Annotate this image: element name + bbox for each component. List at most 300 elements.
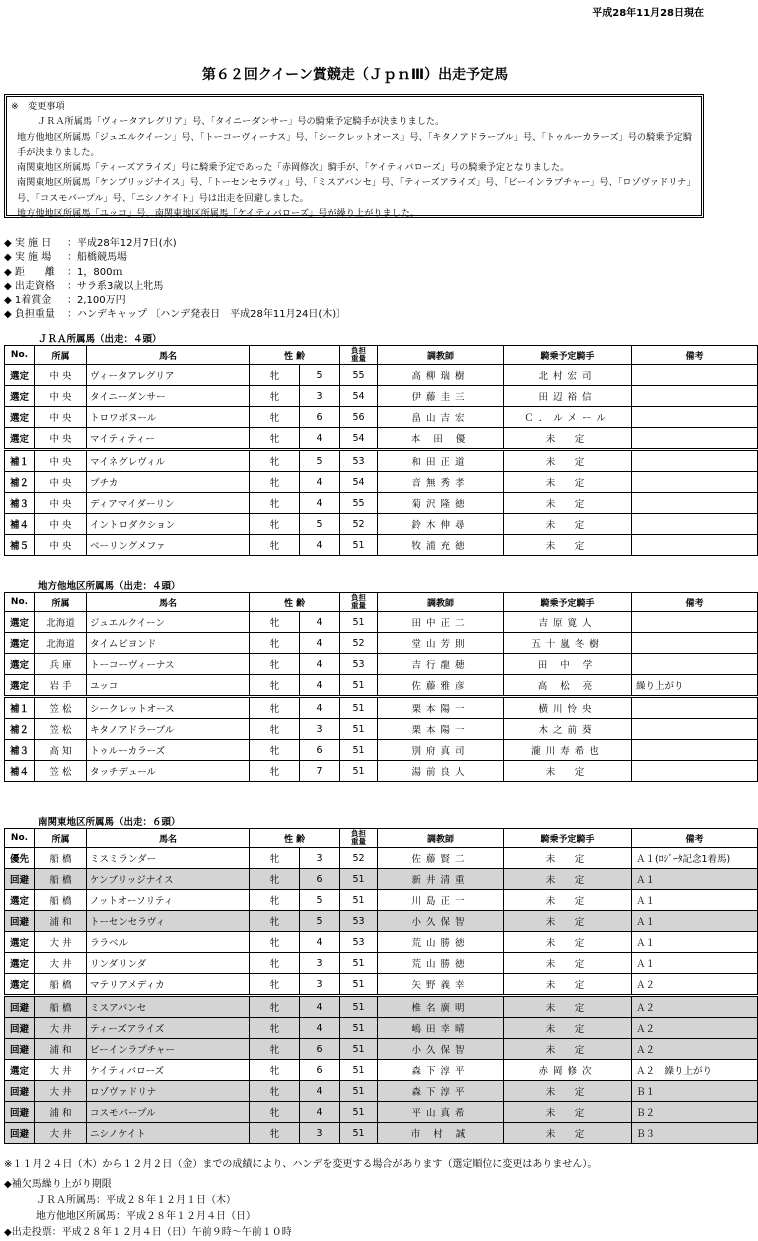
cell-weight: 51 [340,1123,378,1144]
entry-table-south-kanto [4,828,758,1144]
cell-jockey: 未 定 [504,890,632,911]
cell-no: 補５ [5,535,35,556]
cell-weight: 54 [340,472,378,493]
cell-weight: 54 [340,428,378,450]
cell-weight: 51 [340,1018,378,1039]
header-affiliation: 所属 [35,346,87,365]
cell-affiliation: 大 井 [35,1081,87,1102]
cell-remarks: Ａ１ [632,953,758,974]
table-row [5,1123,758,1144]
cell-affiliation: 北海道 [35,612,87,633]
change-line: 地方他地区所属馬「ジュエルクイーン」号、「トーコーヴィーナス」号、「シークレットオース」号、「キタノアドラーブル」号、「トゥルーカラーズ」号の騎乗予定騎手が決まりました。 [17,131,693,158]
cell-trainer: 本 田 優 [378,428,504,450]
cell-age: 6 [300,407,340,428]
cell-remarks [632,697,758,719]
cell-no: 選定 [5,675,35,697]
cell-sex: 牝 [250,890,300,911]
cell-no: 補２ [5,472,35,493]
table-row [5,472,758,493]
cell-age: 4 [300,1102,340,1123]
header-weight-line2: 重量 [351,601,367,610]
table-row [5,932,758,953]
table-row [5,365,758,386]
cell-horse-name: トーセンセラヴィ [87,911,250,932]
cell-no: 選定 [5,386,35,407]
cell-weight: 52 [340,848,378,869]
cell-affiliation: 高 知 [35,740,87,761]
cell-sex: 牝 [250,761,300,782]
changes-box [4,94,704,218]
cell-trainer: 高柳瑞樹 [378,365,504,386]
date-current: 平成28年11月28日現在 [592,8,704,19]
cell-trainer: 森下淳平 [378,1060,504,1081]
cell-weight: 52 [340,633,378,654]
cell-jockey: 未 定 [504,493,632,514]
cell-horse-name: タイムビヨンド [87,633,250,654]
cell-jockey: 未 定 [504,514,632,535]
cell-weight: 53 [340,911,378,932]
deadline-title: ◆補欠馬繰り上がり期限 [4,1179,112,1190]
header-no: No. [5,593,35,612]
table-row [5,450,758,472]
cell-no: 回避 [5,1039,35,1060]
cell-remarks: Ａ２ [632,1039,758,1060]
table-row [5,719,758,740]
cell-sex: 牝 [250,932,300,953]
cell-horse-name: タッチデュール [87,761,250,782]
table-row [5,386,758,407]
cell-remarks [632,633,758,654]
cell-trainer: 佐藤雅彦 [378,675,504,697]
entry-table-jra [4,345,758,556]
info-label: ◆ 出走資格 [4,280,55,292]
cell-horse-name: タイニーダンサー [87,386,250,407]
table-row [5,761,758,782]
cell-affiliation: 中 央 [35,493,87,514]
cell-no: 補１ [5,450,35,472]
cell-remarks: Ａ１ [632,869,758,890]
cell-age: 4 [300,633,340,654]
cell-trainer: 平山真希 [378,1102,504,1123]
cell-affiliation: 船 橋 [35,848,87,869]
cell-horse-name: ヴィータアレグリア [87,365,250,386]
entry-table-local [4,592,758,782]
header-trainer: 調教師 [378,829,504,848]
cell-trainer: 別府真司 [378,740,504,761]
cell-affiliation: 浦 和 [35,911,87,932]
cell-horse-name: マイネグレヴィル [87,450,250,472]
info-row [4,280,346,294]
table-row [5,869,758,890]
cell-age: 4 [300,675,340,697]
cell-affiliation: 中 央 [35,514,87,535]
cell-remarks: Ｂ３ [632,1123,758,1144]
table-row [5,407,758,428]
cell-no: 回避 [5,1081,35,1102]
cell-affiliation: 中 央 [35,386,87,407]
cell-horse-name: ノットオーソリティ [87,890,250,911]
cell-jockey: 横川怜央 [504,697,632,719]
change-line: 南関東地区所属馬「ケンブリッジナイス」号、「トーセンセラヴィ」号、「ミスアバンセ」号、「ティーズアライズ」号、「ビーインラプチャー」号、「ロゾヴァドリナ」号、「コスモパープル」号、「ニシノケイト」号は出走を回避しました。 [17,177,696,204]
header-weight-line1: 負担 [351,829,367,838]
cell-weight: 53 [340,450,378,472]
deadline-local: 地方他地区所属馬：平成２８年１２月４日（日） [36,1211,256,1222]
cell-remarks: Ａ１ [632,911,758,932]
header-remarks: 備考 [632,346,758,365]
cell-trainer: 佐藤賢二 [378,848,504,869]
header-weight-line2: 重量 [351,837,367,846]
cell-no: 回避 [5,1102,35,1123]
cell-no: 補２ [5,719,35,740]
header-no: No. [5,346,35,365]
cell-horse-name: ロゾヴァドリナ [87,1081,250,1102]
cell-jockey: 未 定 [504,869,632,890]
cell-age: 6 [300,740,340,761]
cell-sex: 牝 [250,450,300,472]
cell-jockey: 未 定 [504,932,632,953]
cell-remarks [632,535,758,556]
cell-age: 5 [300,911,340,932]
header-sex-age: 性 齢 [250,593,340,612]
cell-weight: 55 [340,365,378,386]
cell-sex: 牝 [250,740,300,761]
cell-remarks: Ａ１(ﾛｼﾞｰﾀ記念1着馬) [632,848,758,869]
cell-weight: 51 [340,974,378,996]
table-row [5,535,758,556]
cell-jockey: 未 定 [504,1081,632,1102]
cell-jockey: 未 定 [504,848,632,869]
cell-age: 6 [300,1039,340,1060]
cell-remarks: Ｂ２ [632,1102,758,1123]
cell-horse-name: コスモパープル [87,1102,250,1123]
header-affiliation: 所属 [35,593,87,612]
cell-jockey: 未 定 [504,911,632,932]
cell-horse-name: プチカ [87,472,250,493]
cell-remarks [632,407,758,428]
cell-affiliation: 中 央 [35,428,87,450]
cell-no: 選定 [5,1060,35,1081]
section-title-south-kanto: 南関東地区所属馬（出走：６頭） [38,817,181,828]
cell-trainer: 小久保智 [378,1039,504,1060]
cell-jockey: 未 定 [504,1102,632,1123]
cell-horse-name: ケイティバローズ [87,1060,250,1081]
cell-trainer: 伊藤圭三 [378,386,504,407]
cell-age: 5 [300,890,340,911]
info-label: ◆ 実 施 日 [4,238,52,249]
cell-sex: 牝 [250,514,300,535]
cell-affiliation: 大 井 [35,1018,87,1039]
cell-no: 補１ [5,697,35,719]
cell-remarks [632,365,758,386]
cell-jockey: 木之前葵 [504,719,632,740]
cell-remarks [632,514,758,535]
info-label: ◆ 1着賞金 [4,295,52,307]
cell-trainer: 椎名廣明 [378,996,504,1018]
cell-weight: 51 [340,869,378,890]
cell-weight: 51 [340,675,378,697]
header-horse-name: 馬名 [87,346,250,365]
table-row [5,493,758,514]
header-weight [340,346,378,365]
change-line: 南関東地区所属馬「ティーズアライズ」号に騎乗予定であった「赤岡修次」騎手が、「ケイティバローズ」号の騎乗予定となりました。 [17,162,570,174]
table-row [5,654,758,675]
header-weight-line1: 負担 [351,346,367,355]
cell-age: 4 [300,1018,340,1039]
cell-affiliation: 中 央 [35,407,87,428]
cell-remarks [632,493,758,514]
cell-remarks: Ｂ１ [632,1081,758,1102]
info-value: ：サラ系3歳以上牝馬 [67,280,164,292]
table-row [5,974,758,996]
cell-affiliation: 兵 庫 [35,654,87,675]
cell-affiliation: 笠 松 [35,761,87,782]
cell-remarks [632,740,758,761]
cell-age: 5 [300,450,340,472]
cell-remarks [632,761,758,782]
info-label: ◆ 負担重量 [4,309,55,321]
cell-horse-name: ベーリングメファ [87,535,250,556]
footer-note: ※１１月２４日（木）から１２月２日（金）までの成績により、ハンデを変更する場合があります（選定順位に変更はありません）。 [4,1159,598,1170]
cell-no: 回避 [5,869,35,890]
cell-affiliation: 船 橋 [35,869,87,890]
cell-weight: 51 [340,612,378,633]
cell-affiliation: 船 橋 [35,890,87,911]
table-row [5,514,758,535]
cell-jockey: 吉原寛人 [504,612,632,633]
cell-age: 3 [300,1123,340,1144]
cell-horse-name: ミスアバンセ [87,996,250,1018]
cell-weight: 51 [340,1081,378,1102]
header-horse-name: 馬名 [87,593,250,612]
cell-no: 優先 [5,848,35,869]
cell-horse-name: ニシノケイト [87,1123,250,1144]
cell-no: 補３ [5,493,35,514]
cell-jockey: 瀧川寿希也 [504,740,632,761]
cell-sex: 牝 [250,675,300,697]
cell-trainer: 荒山勝徳 [378,953,504,974]
cell-jockey: 田 中 学 [504,654,632,675]
cell-remarks [632,612,758,633]
header-jockey: 騎乗予定騎手 [504,346,632,365]
table-row [5,697,758,719]
cell-trainer: 荒山勝徳 [378,932,504,953]
table-row [5,996,758,1018]
cell-trainer: 鈴木伸尋 [378,514,504,535]
cell-trainer: 和田正道 [378,450,504,472]
header-trainer: 調教師 [378,593,504,612]
info-row [4,294,346,308]
header-jockey: 騎乗予定騎手 [504,829,632,848]
cell-remarks: Ａ２ 繰り上がり [632,1060,758,1081]
cell-remarks [632,428,758,450]
cell-weight: 51 [340,1060,378,1081]
cell-age: 3 [300,719,340,740]
cell-age: 3 [300,386,340,407]
cell-jockey: 未 定 [504,761,632,782]
cell-sex: 牝 [250,869,300,890]
cell-no: 選定 [5,890,35,911]
cell-age: 4 [300,996,340,1018]
cell-remarks [632,472,758,493]
deadline-jra: ＪＲＡ所属馬：平成２８年１２月１日（木） [36,1195,236,1206]
cell-sex: 牝 [250,1039,300,1060]
cell-remarks: Ａ２ [632,974,758,996]
header-remarks: 備考 [632,829,758,848]
cell-trainer: 新井清重 [378,869,504,890]
table-row [5,890,758,911]
cell-sex: 牝 [250,953,300,974]
cell-affiliation: 大 井 [35,1123,87,1144]
cell-horse-name: マテリアメディカ [87,974,250,996]
table-row [5,1039,758,1060]
header-weight-line2: 重量 [351,354,367,363]
cell-horse-name: トゥルーカラーズ [87,740,250,761]
cell-age: 4 [300,654,340,675]
cell-weight: 51 [340,719,378,740]
footer [4,1157,597,1241]
table-row [5,612,758,633]
cell-trainer: 音無秀孝 [378,472,504,493]
cell-weight: 54 [340,386,378,407]
cell-trainer: 牧浦充徳 [378,535,504,556]
cell-trainer: 堂山芳則 [378,633,504,654]
cell-no: 選定 [5,407,35,428]
cell-weight: 51 [340,697,378,719]
table-header-row [5,829,758,848]
cell-affiliation: 船 橋 [35,974,87,996]
cell-age: 7 [300,761,340,782]
cell-sex: 牝 [250,1060,300,1081]
cell-horse-name: ユッコ [87,675,250,697]
cell-affiliation: 船 橋 [35,996,87,1018]
cell-horse-name: ケンブリッジナイス [87,869,250,890]
cell-no: 選定 [5,654,35,675]
cell-horse-name: シークレットオース [87,697,250,719]
cell-jockey: 未 定 [504,953,632,974]
cell-remarks: Ａ１ [632,932,758,953]
cell-jockey: 未 定 [504,1039,632,1060]
cell-age: 4 [300,932,340,953]
header-weight [340,593,378,612]
info-value: ：2,100万円 [67,295,126,307]
header-no: No. [5,829,35,848]
cell-age: 3 [300,848,340,869]
cell-sex: 牝 [250,1123,300,1144]
cell-remarks [632,450,758,472]
cell-sex: 牝 [250,535,300,556]
cell-affiliation: 笠 松 [35,719,87,740]
cell-jockey: 未 定 [504,1123,632,1144]
page-title: 第６２回クイーン賞競走（ＪｐｎⅢ）出走予定馬 [201,67,509,83]
cell-affiliation: 浦 和 [35,1039,87,1060]
cell-horse-name: マイティティー [87,428,250,450]
cell-no: 回避 [5,1123,35,1144]
cell-horse-name: イントロダクション [87,514,250,535]
change-line: 地方他地区所属馬「ユッコ」号、南関東地区所属馬「ケイティバローズ」号が繰り上がりました。 [17,208,420,220]
cell-jockey: 北村宏司 [504,365,632,386]
cell-jockey: 未 定 [504,472,632,493]
cell-remarks [632,386,758,407]
cell-weight: 53 [340,932,378,953]
cell-no: 選定 [5,932,35,953]
header-weight-line1: 負担 [351,593,367,602]
cell-weight: 56 [340,407,378,428]
info-value: ：船橋競馬場 [67,252,127,264]
cell-no: 回避 [5,996,35,1018]
cell-horse-name: キタノアドラーブル [87,719,250,740]
entry-vote: ◆出走投票：平成２８年１２月４日（日）午前９時～午前１０時 [4,1227,292,1238]
info-row [4,237,346,251]
cell-weight: 51 [340,740,378,761]
cell-weight: 51 [340,535,378,556]
cell-trainer: 吉行龍穂 [378,654,504,675]
cell-no: 選定 [5,365,35,386]
cell-sex: 牝 [250,911,300,932]
section-title-jra: ＪＲＡ所属馬（出走：４頭） [38,334,162,345]
cell-trainer: 田中正二 [378,612,504,633]
cell-sex: 牝 [250,974,300,996]
cell-remarks: Ａ２ [632,1018,758,1039]
cell-trainer: 矢野義幸 [378,974,504,996]
cell-trainer: 市 村 誠 [378,1123,504,1144]
table-row [5,1102,758,1123]
cell-sex: 牝 [250,719,300,740]
cell-no: 選定 [5,612,35,633]
cell-age: 4 [300,697,340,719]
info-value: ：ハンデキャップ 〔ハンデ発表日 平成28年11月24日(木)〕 [67,309,347,321]
cell-trainer: 嶋田幸晴 [378,1018,504,1039]
cell-weight: 51 [340,890,378,911]
cell-horse-name: リンダリンダ [87,953,250,974]
cell-affiliation: 中 央 [35,472,87,493]
cell-horse-name: ミスミランダー [87,848,250,869]
cell-remarks [632,719,758,740]
cell-jockey: 赤岡修次 [504,1060,632,1081]
cell-age: 4 [300,493,340,514]
cell-weight: 51 [340,1102,378,1123]
cell-trainer: 栗本陽一 [378,719,504,740]
cell-no: 選定 [5,633,35,654]
cell-trainer: 森下淳平 [378,1081,504,1102]
section-title-local: 地方他地区所属馬（出走：４頭） [38,581,181,592]
cell-sex: 牝 [250,407,300,428]
cell-weight: 55 [340,493,378,514]
cell-jockey: 未 定 [504,450,632,472]
cell-sex: 牝 [250,612,300,633]
change-line: ＪＲＡ所属馬「ヴィータアレグリア」号、「タイニーダンサー」号の騎乗予定騎手が決まりました。 [37,116,445,128]
cell-age: 3 [300,953,340,974]
cell-affiliation: 中 央 [35,450,87,472]
table-row [5,953,758,974]
cell-horse-name: ララベル [87,932,250,953]
cell-weight: 51 [340,996,378,1018]
cell-horse-name: ディアマイダーリン [87,493,250,514]
cell-jockey: 未 定 [504,996,632,1018]
cell-sex: 牝 [250,848,300,869]
cell-no: 補４ [5,514,35,535]
header-trainer: 調教師 [378,346,504,365]
cell-sex: 牝 [250,493,300,514]
cell-no: 補４ [5,761,35,782]
cell-jockey: 未 定 [504,428,632,450]
cell-remarks: Ａ１ [632,890,758,911]
cell-sex: 牝 [250,1102,300,1123]
cell-age: 6 [300,1060,340,1081]
cell-weight: 51 [340,761,378,782]
header-affiliation: 所属 [35,829,87,848]
cell-horse-name: トロワボヌール [87,407,250,428]
cell-remarks [632,654,758,675]
